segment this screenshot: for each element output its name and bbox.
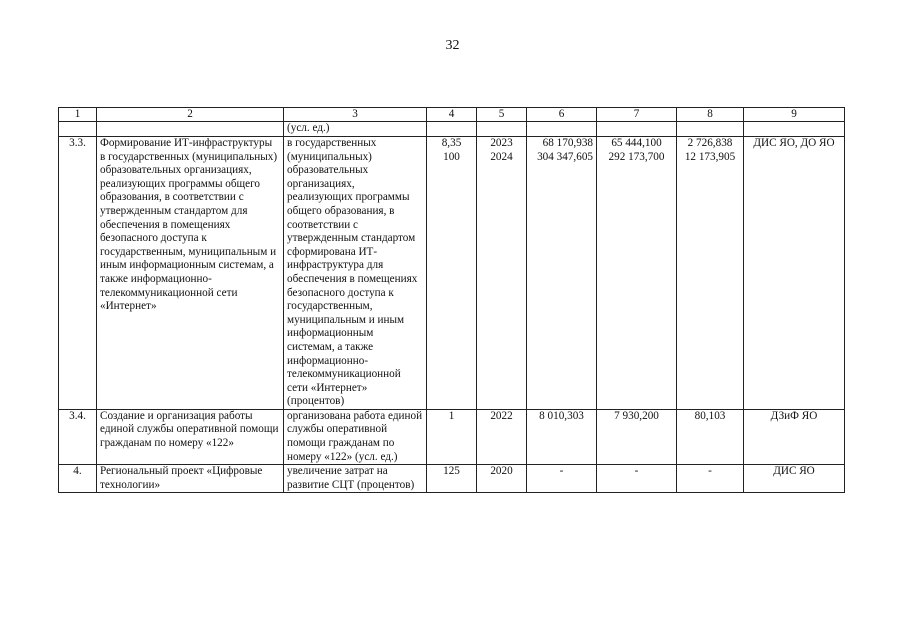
- program-table: [58, 107, 845, 493]
- col-header: 2: [97, 108, 284, 122]
- continuation-text: (усл. ед.): [284, 122, 427, 137]
- col-header: 1: [59, 108, 97, 122]
- page-number: 32: [445, 38, 460, 53]
- col-header: 9: [744, 108, 845, 122]
- row-federal: -: [597, 465, 677, 493]
- row-name: Региональный проект «Цифровые технологии»: [97, 465, 284, 493]
- row-regional: -: [677, 465, 744, 493]
- row-total: 8 010,303: [527, 409, 597, 464]
- row-year: 2022: [477, 409, 527, 464]
- row-federal: 7 930,200: [597, 409, 677, 464]
- table-row: [59, 137, 845, 410]
- continuation-row: [59, 122, 845, 137]
- row-number: 3.4.: [59, 409, 97, 464]
- row-executor: ДИС ЯО: [744, 465, 845, 493]
- col-header: 4: [427, 108, 477, 122]
- row-regional: 2 726,838 12 173,905: [677, 137, 744, 410]
- row-number: 3.3.: [59, 137, 97, 410]
- row-value: 125: [427, 465, 477, 493]
- row-value: 8,35 100: [427, 137, 477, 410]
- row-value: 1: [427, 409, 477, 464]
- table-row: [59, 409, 845, 464]
- table-row: [59, 465, 845, 493]
- row-indicator: организована работа единой службы оперативной помощи гражданам по номеру «122» (усл. ед.): [284, 409, 427, 464]
- row-indicator: увеличение затрат на развитие СЦТ (процентов): [284, 465, 427, 493]
- row-year: 2020: [477, 465, 527, 493]
- row-total: -: [527, 465, 597, 493]
- row-executor: ДИС ЯО, ДО ЯО: [744, 137, 845, 410]
- row-name: Формирование ИТ-инфраструктуры в государственных (муниципальных) образовательных организациях, реализующих программы общего образования, в соответствии с утвержденным стандартом для обеспечения в помещениях безопасного доступа к государственным, муниципальным и иным информационным системам, а также информационно-телекоммуникационной сети «Интернет»: [97, 137, 284, 410]
- col-header: 8: [677, 108, 744, 122]
- col-header: 5: [477, 108, 527, 122]
- row-total: 68 170,938 304 347,605: [527, 137, 597, 410]
- row-regional: 80,103: [677, 409, 744, 464]
- row-name: Создание и организация работы единой службы оперативной помощи гражданам по номеру «122»: [97, 409, 284, 464]
- row-executor: ДЗиФ ЯО: [744, 409, 845, 464]
- row-year: 2023 2024: [477, 137, 527, 410]
- col-header: 7: [597, 108, 677, 122]
- header-row: [59, 108, 845, 122]
- row-number: 4.: [59, 465, 97, 493]
- row-indicator: в государственных (муниципальных) образовательных организациях, реализующих программы общего образования, в соответствии с утвержденным стандартом сформирована ИТ-инфраструктура для обеспечения в помещениях безопасного доступа к государственным, муниципальным и иным информационным системам, а также информационно-телекоммуникационной сети «Интернет» (процентов): [284, 137, 427, 410]
- row-federal: 65 444,100 292 173,700: [597, 137, 677, 410]
- col-header: 6: [527, 108, 597, 122]
- col-header: 3: [284, 108, 427, 122]
